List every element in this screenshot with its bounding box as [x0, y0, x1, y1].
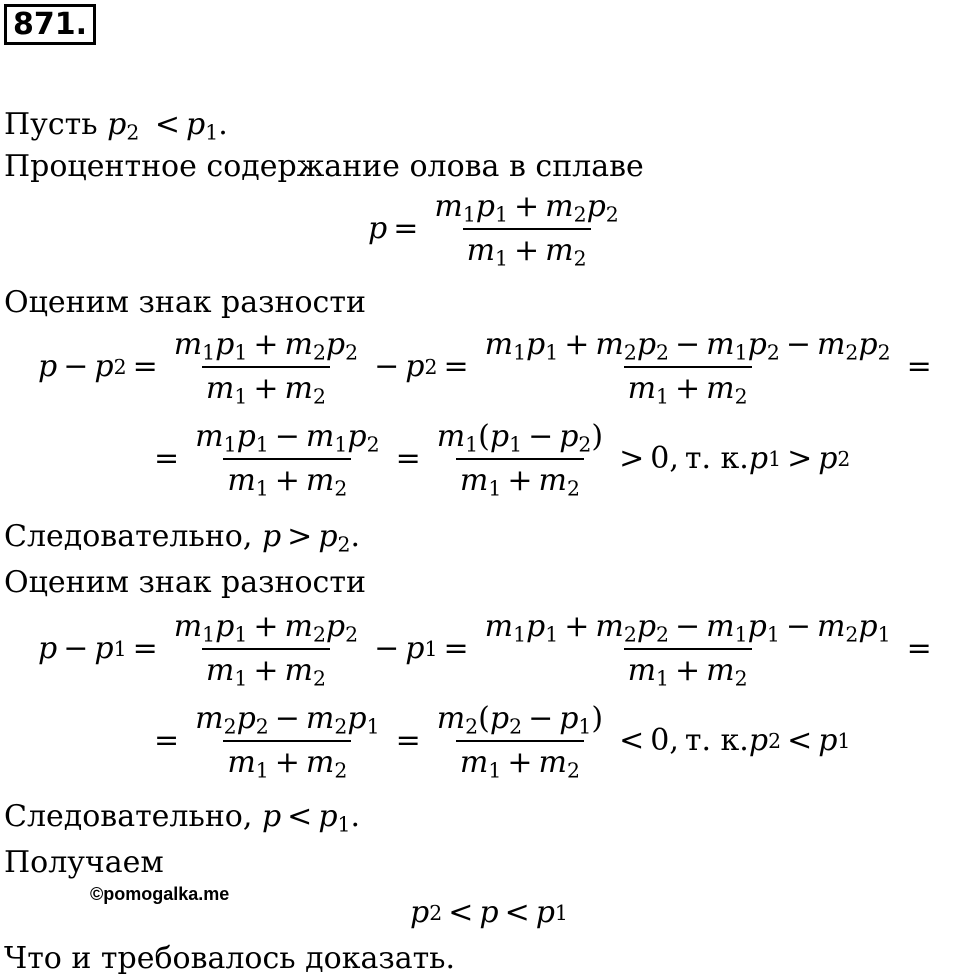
assumption-line: Пусть $p_2 < p_1$.: [4, 107, 228, 145]
difference-p1-row2: = $\frac{m_2p_2 - m_2p_1}{m_1 + m_2}$ = $\frac{m_2(p_2 - p_1)}{m_1 + m_2}$ < 0, т. к. p 2 < p 1: [154, 701, 851, 783]
tin-content-text: Процентное содержание олова в сплаве: [4, 149, 644, 184]
difference-p1-row1: p − p 1 = $\frac{m_1p_1 + m_2p_2}{m_1 + m_2}$ − p 1 = $\frac{m_1p_1 + m_2p_2 - m_1p_1 - m_2p_1}{m_1 + m_2}$ =: [38, 609, 932, 691]
estimate-sign-text-1: Оценим знак разности: [4, 285, 366, 320]
obtain-text: Получаем: [4, 845, 164, 880]
qed-text: Что и требовалось доказать.: [4, 941, 456, 976]
tin-content-formula: p = $\frac{m_1p_1 + m_2p_2}{m_1 + m_2}$: [368, 189, 619, 271]
conclusion-line-2: Следовательно, $p < p_1$.: [4, 799, 361, 837]
final-inequality: p 2 < p < p 1: [410, 895, 568, 930]
difference-p2-row1: p − p 2 = $\frac{m_1p_1 + m_2p_2}{m_1 + m_2}$ − p 2 = $\frac{m_1p_1 + m_2p_2 - m_1p_2 - m_2p_2}{m_1 + m_2}$ =: [38, 327, 932, 409]
conclusion-line-1: Следовательно, $p > p_2$.: [4, 519, 361, 557]
problem-number: 871.: [4, 4, 96, 45]
watermark: ©pomogalka.me: [90, 884, 230, 904]
difference-p2-row2: = $\frac{m_1p_1 - m_1p_2}{m_1 + m_2}$ = $\frac{m_1(p_1 - p_2)}{m_1 + m_2}$ > 0, т. к. p 1 > p 2: [154, 419, 851, 501]
estimate-sign-text-2: Оценим знак разности: [4, 565, 366, 600]
